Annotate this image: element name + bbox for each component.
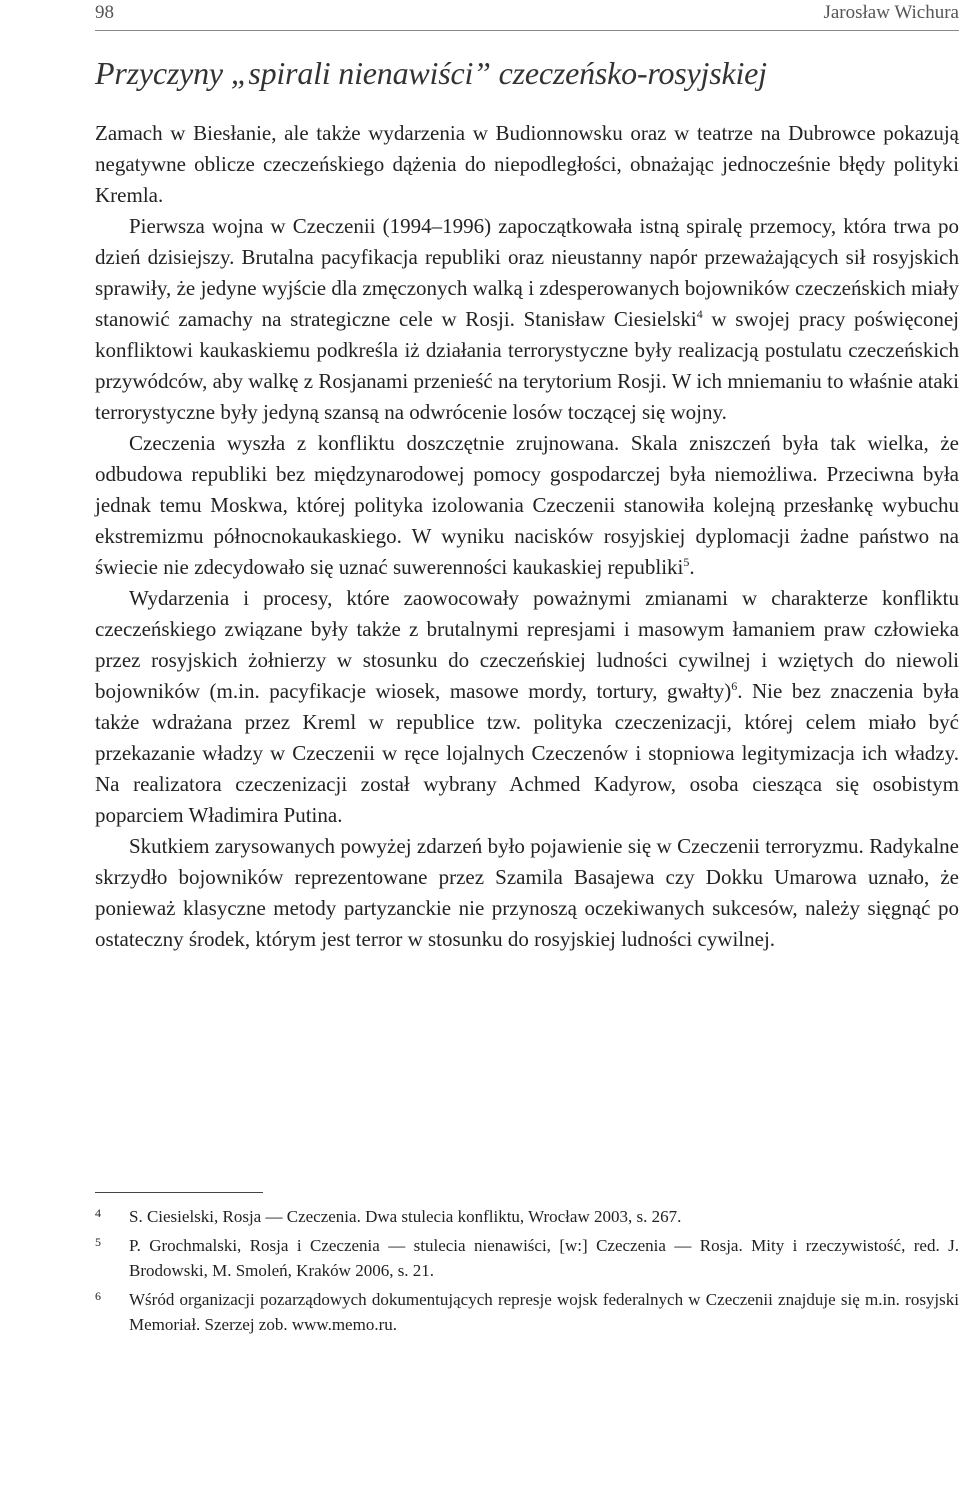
footnote-number: 5 [95,1235,101,1249]
footnote-text: P. Grochmalski, Rosja i Czeczenia — stulecia nienawiści, [w:] Czeczenia — Rosja. Mity i rzeczywistość, red. J. Brodowski, M. Smoleń, Kraków 2006, s. 21. [129,1236,959,1280]
footnote-ref-4[interactable]: 4 [696,307,703,321]
footnote-text: S. Ciesielski, Rosja — Czeczenia. Dwa stulecia konfliktu, Wrocław 2003, s. 267. [129,1207,682,1226]
page-number: 98 [95,2,114,23]
footnote-number: 6 [95,1289,101,1303]
paragraph-2: Pierwsza wojna w Czeczenii (1994–1996) zapoczątkowała istną spiralę przemocy, która trwa po dzień dzisiejszy. Brutalna pacyfikacja republiki oraz nieustanny napór przeważających sił rosyjskich sprawiły, że jedyne wyjście dla zmęczonych walką i zdesperowanych bojowników czeczeńskich miały stanowić zamachy na strategiczne cele w Rosji. Stanisław Ciesielski$^4$ w swojej pracy poświęconej konfliktowi kaukaskiemu podkreśla iż działania terrorystyczne były realizacją postulatu czeczeńskich przywódców, aby walkę z Rosjanami przenieść na terytorium Rosji. W ich mniemaniu to właśnie ataki terrorystyczne były jedyną szansą na odwrócenie losów toczącej się wojny. [95,214,959,424]
footnote-number: 4 [95,1206,101,1220]
paragraph-4: Wydarzenia i procesy, które zaowocowały poważnymi zmianami w charakterze konfliktu czeczeńskiego związane były także z brutalnymi represjami i masowym łamaniem praw człowieka przez rosyjskich żołnierzy w stosunku do czeczeńskiej ludności cywilnej i wziętych do niewoli bojowników (m.in. pacyfikacje wiosek, masowe mordy, tortury, gwałty)$^6$. Nie bez znaczenia była także wdrażana przez Kreml w republice tzw. polityka czeczenizacji, której celem miało być przekazanie władzy w Czeczenii w ręce lojalnych Czeczenów i stopniowa legitymizacja ich władzy. Na realizatora czeczenizacji został wybrany Achmed Kadyrow, osoba ciesząca się osobistym poparciem Władimira Putina. [95,586,959,827]
running-header [95,0,959,31]
paragraph-3: Czeczenia wyszła z konfliktu doszczętnie zrujnowana. Skala zniszczeń była tak wielka, że odbudowa republiki bez międzynarodowej pomocy gospodarczej była niemożliwa. Przeciwna była jednak temu Moskwa, której polityka izolowania Czeczenii stanowiła kolejną przesłankę wybuchu ekstremizmu północnokaukaskiego. W wyniku nacisków rosyjskiej dyplomacji żadne państwo na świecie nie zdecydowało się uznać suwerenności kaukaskiej republiki$^5$. [95,431,959,579]
footnote [95,1204,959,1229]
section-title: Przyczyny „spirali nienawiści” czeczeńsko-rosyjskiej [95,55,767,91]
footnote-text: Wśród organizacji pozarządowych dokumentujących represje wojsk federalnych w Czeczenii znajduje się m.in. rosyjski Memoriał. Szerzej zob. www.memo.ru. [129,1290,959,1334]
paragraph-1: Zamach w Biesłanie, ale także wydarzenia w Budionnowsku oraz w teatrze na Dubrowce pokazują negatywne oblicze czeczeńskiego dążenia do niepodległości, obnażając jednocześnie błędy polityki Kremla. [95,121,959,207]
footnote-ref-5[interactable]: 5 [683,555,690,569]
footnote-ref-6[interactable]: 6 [731,679,738,693]
footnote [95,1287,959,1337]
footnote [95,1233,959,1283]
body-text [95,118,959,955]
footnote-separator [95,1192,263,1193]
footnotes [95,1204,959,1341]
paragraph-5: Skutkiem zarysowanych powyżej zdarzeń było pojawienie się w Czeczenii terroryzmu. Radykalne skrzydło bojowników reprezentowane przez Szamila Basajewa czy Dokku Umarowa uznało, że ponieważ klasyczne metody partyzanckie nie przynoszą oczekiwanych sukcesów, należy sięgnąć po ostateczny środek, którym jest terror w stosunku do rosyjskiej ludności cywilnej. [95,834,959,951]
running-author: Jarosław Wichura [823,2,959,23]
